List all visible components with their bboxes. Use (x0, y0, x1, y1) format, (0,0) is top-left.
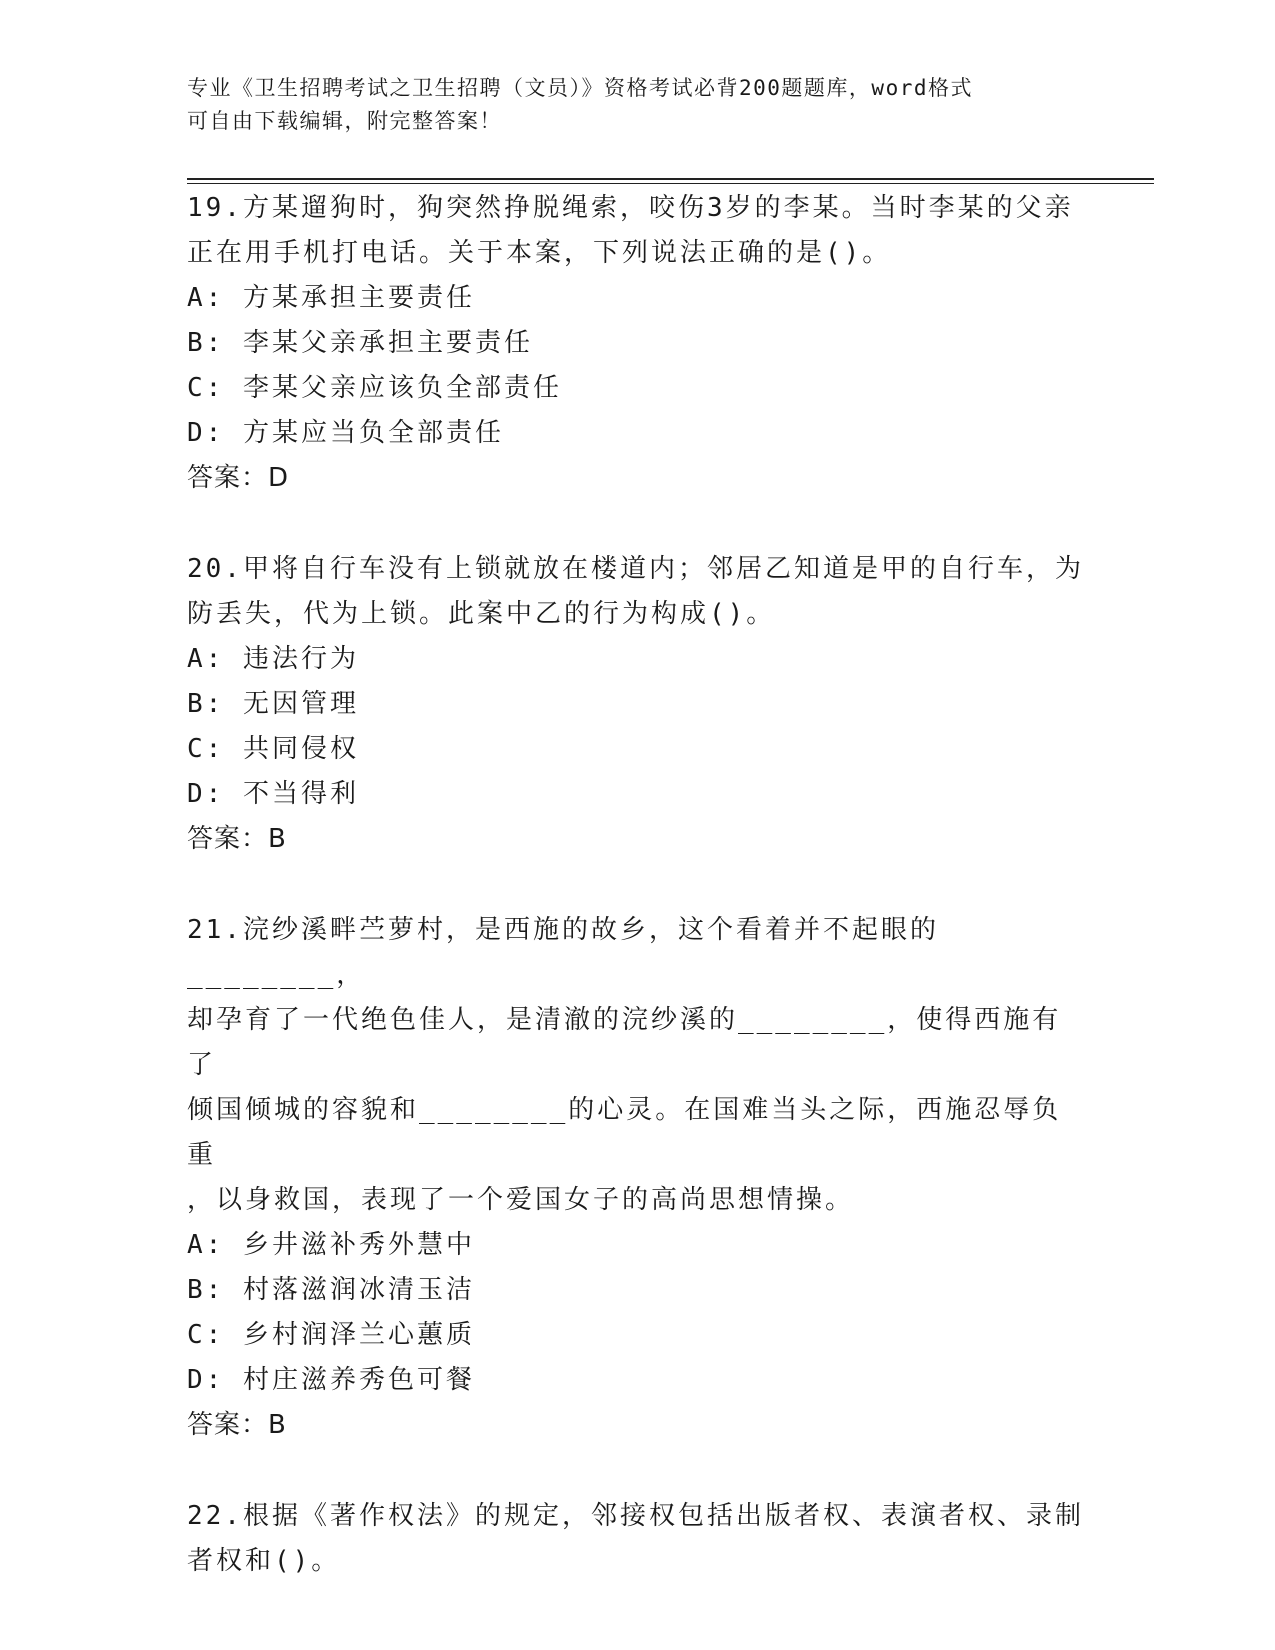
option-d: D: 村庄滋养秀色可餐 (187, 1365, 475, 1395)
document-header (187, 72, 1067, 138)
answer-label: 答案：B (187, 1410, 287, 1440)
question-21 (187, 908, 1087, 1448)
question-stem-line: 防丢失，代为上锁。此案中乙的行为构成()。 (187, 599, 776, 629)
question-stem-line: 者权和()。 (187, 1546, 341, 1576)
option-a: A: 乡井滋补秀外慧中 (187, 1230, 475, 1260)
question-stem-line: 却孕育了一代绝色佳人，是清澈的浣纱溪的________，使得西施有了 (187, 1005, 1062, 1080)
question-list (187, 186, 1087, 1630)
question-stem-line: ，以身救国，表现了一个爱国女子的高尚思想情操。 (187, 1185, 855, 1215)
answer-label: 答案：B (187, 824, 287, 854)
header-divider-thick (187, 178, 1154, 180)
option-a: A: 违法行为 (187, 644, 359, 674)
option-b: B: 村落滋润冰清玉洁 (187, 1275, 475, 1305)
option-b: B: 李某父亲承担主要责任 (187, 328, 533, 358)
question-stem-line: 20.甲将自行车没有上锁就放在楼道内；邻居乙知道是甲的自行车，为 (187, 554, 1084, 584)
option-c: C: 共同侵权 (187, 734, 359, 764)
question-stem-line: 19.方某遛狗时，狗突然挣脱绳索，咬伤3岁的李某。当时李某的父亲 (187, 193, 1074, 223)
header-line-2: 可自由下载编辑，附完整答案！ (187, 109, 502, 133)
option-c: C: 李某父亲应该负全部责任 (187, 373, 562, 403)
option-d: D: 不当得利 (187, 779, 359, 809)
question-stem-line: 正在用手机打电话。关于本案，下列说法正确的是()。 (187, 238, 892, 268)
question-22 (187, 1494, 1087, 1584)
question-20 (187, 547, 1087, 862)
answer-label: 答案：D (187, 463, 290, 493)
question-stem-line: 倾国倾城的容貌和________的心灵。在国难当头之际，西施忍辱负重 (187, 1095, 1062, 1170)
question-19 (187, 186, 1087, 501)
option-d: D: 方某应当负全部责任 (187, 418, 504, 448)
question-stem-line: 22.根据《著作权法》的规定，邻接权包括出版者权、表演者权、录制 (187, 1501, 1084, 1531)
option-a: A: 方某承担主要责任 (187, 283, 475, 313)
question-stem-line: 21.浣纱溪畔苎萝村，是西施的故乡，这个看着并不起眼的________， (187, 915, 939, 990)
header-line-1: 专业《卫生招聘考试之卫生招聘（文员）》资格考试必背200题题库，word格式 (187, 76, 973, 100)
header-divider-thin (187, 183, 1154, 184)
option-c: C: 乡村润泽兰心蕙质 (187, 1320, 475, 1350)
option-b: B: 无因管理 (187, 689, 359, 719)
